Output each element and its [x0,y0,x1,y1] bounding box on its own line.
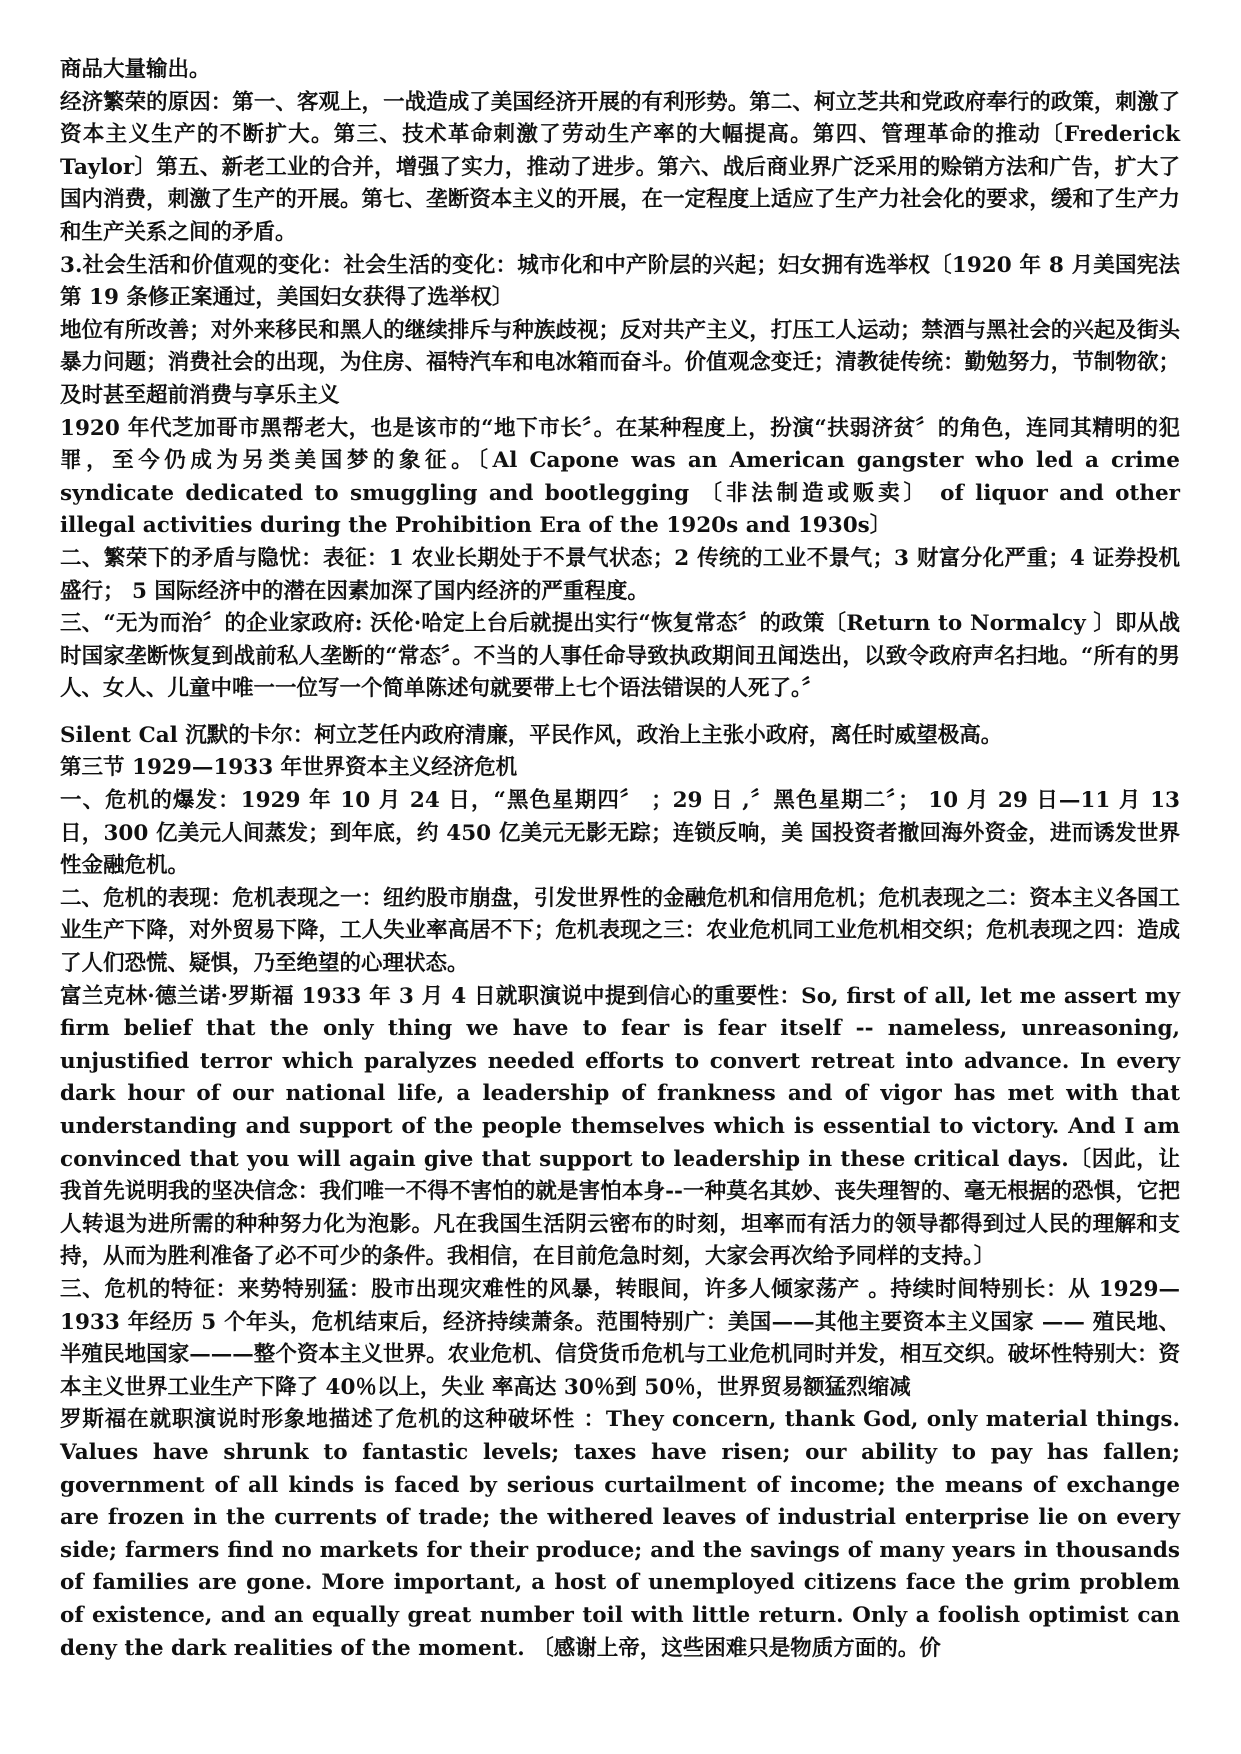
paragraph-al-capone: 1920 年代芝加哥市黑帮老大，也是该市的“地下市长〞。在某种程度上，扮演“扶弱济贫〞的角色，连同其精明的犯罪，至今仍成为另类美国梦的象征。〔Al Capone was an American gangster who led a crime syndicate dedicated to smuggling and bootlegging 〔非法制造或贩卖〕 of liquor and other illegal activities during the Prohibition Era of the 1920s and 1930s〕 [60,415,1180,539]
section-heading-crisis: 第三节 1929—1933 年世界资本主义经济危机 [60,755,518,781]
paragraph-roosevelt-fear-quote: 富兰克林·德兰诺·罗斯福 1933 年 3 月 4 日就职演说中提到信心的重要性：So, first of all, let me assert my firm belief that the only thing we have to fear is fear itself -- nameless, unreasoning, unjustified terror which paralyzes needed efforts to convert retreat into advance. In every dark hour of our national life, a leadership of frankness and of vigor has met with that understanding and support of the people themselves which is essential to victory. And I am convinced that you will again give that support to leadership in these critical days.〔因此，让我首先说明我的坚决信念：我们唯一不得不害怕的就是害怕本身--一种莫名其妙、丧失理智的、毫无根据的恐惧，它把人转退为进所需的种种努力化为泡影。凡在我国生活阴云密布的时刻，坦率而有活力的领导都得到过人民的理解和支持，从而为胜利准备了必不可少的条件。我相信，在目前危急时刻，大家会再次给予同样的支持。〕 [60,983,1180,1270]
paragraph-harding-government: 三、“无为而治〞的企业家政府: 沃伦·哈定上台后就提出实行“恢复常态〞的政策〔Return to Normalcy 〕即从战时国家垄断恢复到战前私人垄断的“常态〞。不当的人事任命导致执政期间丑闻迭出，以致令政府声名扫地。“所有的男人、女人、儿童中唯一一位写一个简单陈述句就要带上七个语法错误的人死了。〞 [60,611,1180,702]
paragraph-crisis-features: 三、危机的特征：来势特别猛：股市出现灾难性的风暴，转眼间，许多人倾家荡产 。持续时间特别长：从 1929—1933 年经历 5 个年头，危机结束后，经济持续萧条。范围特别广：美国——其他主要资本主义国家 —— 殖民地、半殖民地国家———整个资本主义世界。农业危机、信贷货币危机与工业危机同时并发，相互交织。破坏性特别大：资本主义世界工业生产下降了 40％以上，失业 率高达 30％到 50％，世界贸易额猛烈缩减 [60,1276,1180,1400]
paragraph-status-values: 地位有所改善；对外来移民和黑人的继续排斥与种族歧视；反对共产主义，打压工人运动；禁酒与黑社会的兴起及街头暴力问题；消费社会的出现，为住房、福特汽车和电冰箱而奋斗。价值观念变迁；清教徒传统：勤勉努力，节制物欲；及时甚至超前消费与享乐主义 [60,317,1180,408]
paragraph-crisis-manifestations: 二、危机的表现：危机表现之一：纽约股市崩盘，引发世界性的金融危机和信用危机；危机表现之二：资本主义各国工业生产下降，对外贸易下降，工人失业率高居不下；危机表现之三：农业危机同工业危机相交织；危机表现之四：造成了人们恐慌、疑惧，乃至绝望的心理状态。 [60,885,1180,977]
paragraph-silent-cal: Silent Cal 沉默的卡尔：柯立芝任内政府清廉，平民作风，政治上主张小政府，离任时威望极高。 [60,722,1003,748]
paragraph-prosperity-reasons: 经济繁荣的原因：第一、客观上，一战造成了美国经济开展的有利形势。第二、柯立芝共和党政府奉行的政策，刺激了资本主义生产的不断扩大。第三、技术革命刺激了劳动生产率的大幅提高。第四、管理革命的推动〔Frederick Taylor〕第五、新老工业的合并，增强了实力，推动了进步。第六、战后商业界广泛采用的赊销方法和广告，扩大了国内消费，刺激了生产的开展。第七、垄断资本主义的开展，在一定程度上适应了生产力社会化的要求，缓和了生产力和生产关系之间的矛盾。 [60,89,1180,245]
paragraph-roosevelt-destruction-quote: 罗斯福在就职演说时形象地描述了危机的这种破坏性 ：They concern, thank God, only material things. Values have shrunk to fantastic levels; taxes have risen; our ability to pay has fallen; government of all kinds is faced by serious curtailment of income; the means of exchange are frozen in the currents of trade; the withered leaves of industrial enterprise lie on every side; farmers find no markets for their produce; and the savings of many years in thousands of families are gone. More important, a host of unemployed citizens face the grim problem of existence, and an equally great number toil with little return. Only a foolish optimist can deny the dark realities of the moment. 〔感谢上帝，这些困难只是物质方面的。价 [60,1407,1180,1661]
paragraph-goods-export: 商品大量输出。 [60,57,211,82]
paragraph-crisis-outbreak: 一、危机的爆发：1929 年 10 月 24 日，“黑色星期四〞 ；29 日 ,〞黑色星期二〞； 10 月 29 日—11 月 13 日，300 亿美元人间蒸发；到年底，约 450 亿美元无影无踪；连锁反响，美 国投资者撤回海外资金，进而诱发世界性金融危机。 [60,788,1180,879]
paragraph-contradictions: 二、繁荣下的矛盾与隐忧：表征：1 农业长期处于不景气状态；2 传统的工业不景气；3 财富分化严重；4 证券投机盛行； 5 国际经济中的潜在因素加深了国内经济的严重程度。 [60,545,1180,604]
document-page [60,54,1180,1665]
paragraph-social-life-changes: 3.社会生活和价值观的变化：社会生活的变化：城市化和中产阶层的兴起；妇女拥有选举权〔1920 年 8 月美国宪法第 19 条修正案通过，美国妇女获得了选举权〕 [60,252,1180,311]
